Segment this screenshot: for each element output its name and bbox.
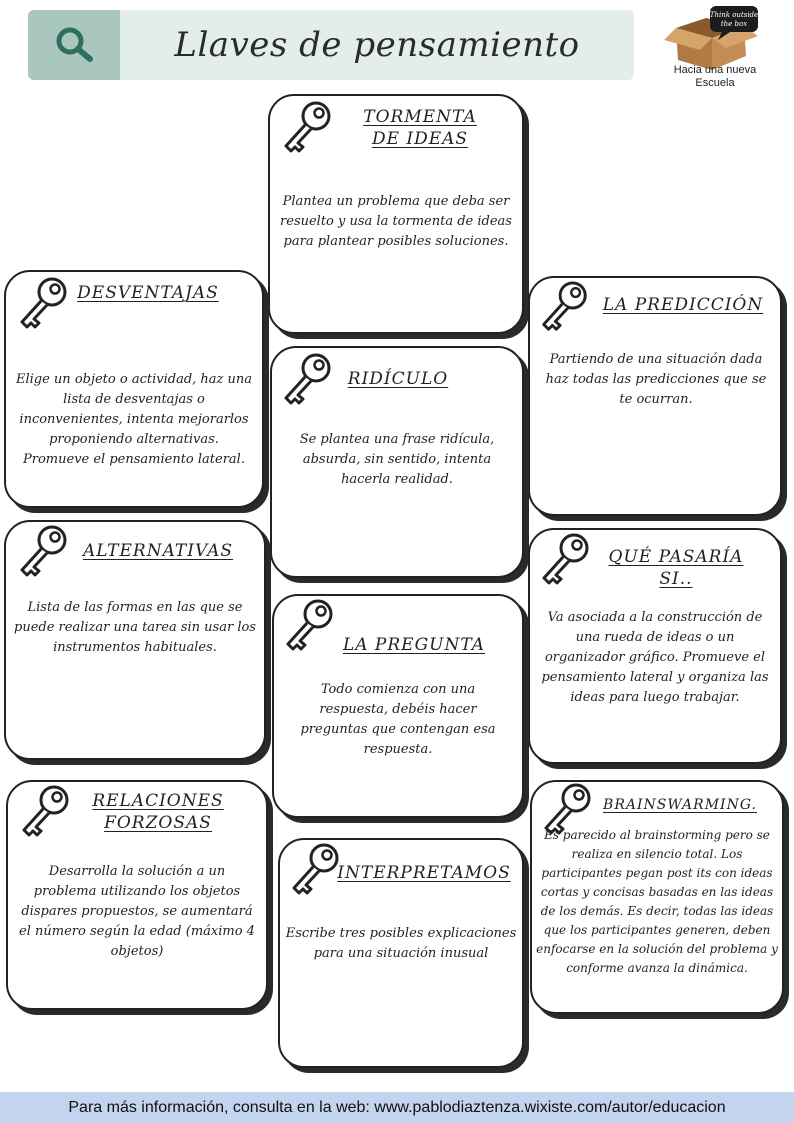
card-body: Es parecido al brainstorming pero se realiza en silencio total. Los participantes pegan post its con ideas cortas y concisas basadas en las ideas de los demás. Es decir, todas las ideas que los participantes generen, deben enfocarse en la solución del problema y conforme avanza la dinámica. (536, 828, 778, 975)
search-icon (53, 25, 97, 65)
svg-text:the box: the box (720, 20, 748, 28)
card-title: LA PREDICCIÓN (602, 295, 764, 315)
key-icon (278, 100, 336, 158)
card-ridiculo (270, 346, 524, 578)
card-body: Partiendo de una situación dada haz todas las predicciones que se te ocurran. (545, 352, 767, 407)
card-title: INTERPRETAMOS (337, 863, 511, 883)
card-body: Desarrolla la solución a un problema utilizando los objetos dispares propuestos, se aumentará el número según la edad (máximo 4 objetos) (19, 864, 255, 959)
key-icon (536, 280, 592, 336)
card-title: BRAINSWARMING. (603, 797, 757, 813)
card-title: QUÉ PASARÍA SI.. (608, 547, 744, 589)
card-desventajas (4, 270, 264, 508)
card-body: Plantea un problema que deba ser resuelto y usa la tormenta de ideas para plantear posibles soluciones. (280, 194, 512, 249)
card-title: LA PREGUNTA (342, 635, 486, 655)
card-body: Escribe tres posibles explicaciones para una situación inusual (285, 926, 517, 961)
card-body: Lista de las formas en las que se puede realizar una tarea sin usar los instrumentos habituales. (14, 600, 256, 655)
card-body: Va asociada a la construcción de una rueda de ideas o un organizador gráfico. Promueve el pensamiento lateral y organiza las ideas para luego trabajar. (541, 610, 769, 705)
card-body: Todo comienza con una respuesta, debéis hacer preguntas que contengan esa respuesta. (300, 682, 496, 757)
page-title: Llaves de pensamiento (174, 25, 580, 65)
key-icon (16, 784, 74, 842)
key-icon (14, 524, 72, 582)
card-la-prediccion (528, 276, 782, 516)
card-title: RIDÍCULO (347, 369, 449, 389)
card-body: Se plantea una frase ridícula, absurda, sin sentido, intenta hacerla realidad. (299, 432, 495, 487)
logo-caption-line2: Escuela (695, 77, 735, 89)
card-que-pasaria-si (528, 528, 782, 764)
footer-link[interactable]: Para más información, consulta en la web: www.pablodiaztenza.wixiste.com/autor/educacion (68, 1099, 726, 1116)
card-relaciones-forzosas (6, 780, 268, 1010)
logo-caption-line1: Hacia una nueva (673, 64, 757, 76)
card-interpretamos (278, 838, 524, 1068)
card-alternativas (4, 520, 266, 760)
card-body: Elige un objeto o actividad, haz una lista de desventajas o inconvenientes, intenta mejorarlos proponiendo alternativas. Promueve el pensamiento lateral. (15, 372, 253, 467)
card-la-pregunta (272, 594, 524, 818)
card-title: DESVENTAJAS (77, 283, 219, 303)
card-title: RELACIONES FORZOSAS (92, 791, 224, 833)
card-title: ALTERNATIVAS (82, 541, 234, 561)
card-brainswarming (530, 780, 784, 1014)
card-title: TORMENTA DE IDEAS (363, 107, 477, 149)
card-tormenta-de-ideas (268, 94, 524, 334)
logo-caption (650, 64, 780, 90)
search-box (28, 10, 120, 80)
svg-text:Think outside: Think outside (709, 11, 759, 19)
